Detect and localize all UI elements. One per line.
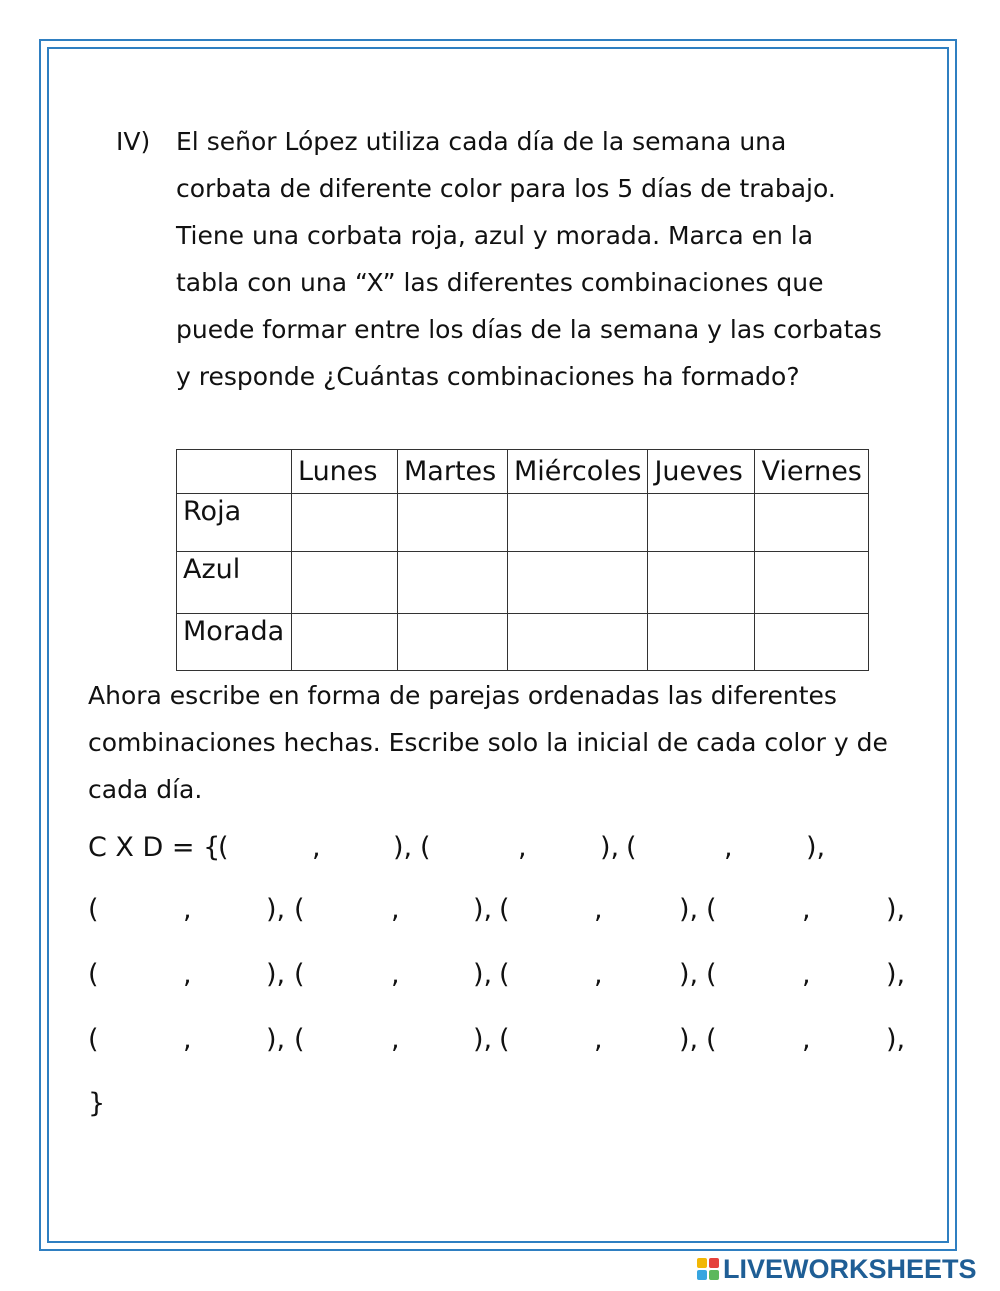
answer-cell[interactable] bbox=[755, 614, 868, 671]
pair-close: ), bbox=[393, 832, 413, 863]
table-header-row bbox=[177, 450, 869, 494]
pair-comma: , bbox=[391, 1024, 400, 1055]
answer-cell[interactable] bbox=[292, 494, 398, 552]
question-number: IV) bbox=[116, 127, 151, 156]
answer-cell[interactable] bbox=[508, 494, 648, 552]
pair-close: ), bbox=[679, 959, 699, 990]
answer-set-line-3 bbox=[88, 959, 918, 999]
pair-open: ( bbox=[88, 959, 99, 990]
column-header-jueves: Jueves bbox=[648, 450, 755, 494]
row-header-roja: Roja bbox=[177, 494, 292, 552]
pair-comma: , bbox=[518, 832, 527, 863]
column-header-miercoles: Miércoles bbox=[508, 450, 648, 494]
pair-comma: , bbox=[183, 1024, 192, 1055]
answer-cell[interactable] bbox=[292, 614, 398, 671]
answer-cell[interactable] bbox=[648, 614, 755, 671]
pair-comma: , bbox=[183, 959, 192, 990]
answer-cell[interactable] bbox=[755, 494, 868, 552]
answer-cell[interactable] bbox=[755, 552, 868, 614]
pair-close: ), bbox=[266, 1024, 286, 1055]
pair-comma: , bbox=[724, 832, 733, 863]
pair-open: ( bbox=[218, 832, 229, 863]
pair-open: ( bbox=[294, 959, 305, 990]
pair-close: ), bbox=[600, 832, 620, 863]
pair-close: ), bbox=[266, 894, 286, 925]
table-row-roja bbox=[177, 494, 869, 552]
pair-open: ( bbox=[294, 894, 305, 925]
pair-open: ( bbox=[706, 1024, 717, 1055]
closing-brace: } bbox=[88, 1088, 106, 1119]
pair-open: ( bbox=[88, 894, 99, 925]
pair-open: ( bbox=[420, 832, 431, 863]
answer-cell[interactable] bbox=[508, 552, 648, 614]
answer-cell[interactable] bbox=[648, 494, 755, 552]
pair-comma: , bbox=[391, 959, 400, 990]
pair-open: ( bbox=[499, 1024, 510, 1055]
row-header-azul: Azul bbox=[177, 552, 292, 614]
answer-set-line-4 bbox=[88, 1024, 918, 1064]
question-line: tabla con una “X” las diferentes combinaciones que bbox=[176, 268, 824, 297]
pair-open: ( bbox=[499, 894, 510, 925]
pair-close: ), bbox=[473, 894, 493, 925]
table-row-morada bbox=[177, 614, 869, 671]
answer-cell[interactable] bbox=[648, 552, 755, 614]
question-line: y responde ¿Cuántas combinaciones ha formado? bbox=[176, 362, 800, 391]
pair-comma: , bbox=[312, 832, 321, 863]
instructions-line: cada día. bbox=[88, 775, 203, 804]
pair-close: ), bbox=[473, 1024, 493, 1055]
pair-close: ), bbox=[679, 894, 699, 925]
pair-open: ( bbox=[706, 894, 717, 925]
answer-cell[interactable] bbox=[398, 552, 508, 614]
pair-comma: , bbox=[802, 1024, 811, 1055]
answer-cell[interactable] bbox=[398, 494, 508, 552]
pair-close: ), bbox=[886, 959, 906, 990]
pair-close: ), bbox=[886, 894, 906, 925]
pair-close: ), bbox=[266, 959, 286, 990]
question-line: corbata de diferente color para los 5 días de trabajo. bbox=[176, 174, 836, 203]
question-line: Tiene una corbata roja, azul y morada. Marca en la bbox=[176, 221, 814, 250]
pair-open: ( bbox=[88, 1024, 99, 1055]
question-line: puede formar entre los días de la semana y las corbatas bbox=[176, 315, 882, 344]
column-header-martes: Martes bbox=[398, 450, 508, 494]
column-header-lunes: Lunes bbox=[292, 450, 398, 494]
answer-cell[interactable] bbox=[292, 552, 398, 614]
instructions-text bbox=[88, 672, 918, 813]
question-line: El señor López utiliza cada día de la semana una bbox=[176, 127, 787, 156]
answer-set-closing bbox=[88, 1088, 918, 1128]
instructions-line: Ahora escribe en forma de parejas ordenadas las diferentes bbox=[88, 681, 837, 710]
pair-comma: , bbox=[391, 894, 400, 925]
pair-open: ( bbox=[706, 959, 717, 990]
pair-close: ), bbox=[806, 832, 826, 863]
pair-open: ( bbox=[294, 1024, 305, 1055]
pair-open: ( bbox=[626, 832, 637, 863]
liveworksheets-logo-text: LIVEWORKSHEETS bbox=[723, 1254, 977, 1284]
pair-close: ), bbox=[679, 1024, 699, 1055]
pair-comma: , bbox=[594, 1024, 603, 1055]
row-header-morada: Morada bbox=[177, 614, 292, 671]
answer-set-line-2 bbox=[88, 894, 918, 934]
column-header-viernes: Viernes bbox=[755, 450, 868, 494]
answer-cell[interactable] bbox=[508, 614, 648, 671]
table-corner-cell bbox=[177, 450, 292, 494]
pair-close: ), bbox=[473, 959, 493, 990]
answer-cell[interactable] bbox=[398, 614, 508, 671]
pair-comma: , bbox=[183, 894, 192, 925]
instructions-line: combinaciones hechas. Escribe solo la inicial de cada color y de bbox=[88, 728, 888, 757]
pair-open: ( bbox=[499, 959, 510, 990]
pair-comma: , bbox=[594, 894, 603, 925]
question-text bbox=[176, 118, 916, 400]
liveworksheets-logo-icon bbox=[697, 1258, 719, 1280]
set-prefix: C X D = { bbox=[88, 832, 221, 863]
pair-close: ), bbox=[886, 1024, 906, 1055]
pair-comma: , bbox=[802, 959, 811, 990]
answer-set-line-1 bbox=[88, 832, 918, 872]
pair-comma: , bbox=[802, 894, 811, 925]
table-row-azul bbox=[177, 552, 869, 614]
liveworksheets-logo bbox=[697, 1252, 997, 1286]
pair-comma: , bbox=[594, 959, 603, 990]
combination-table bbox=[176, 449, 869, 671]
